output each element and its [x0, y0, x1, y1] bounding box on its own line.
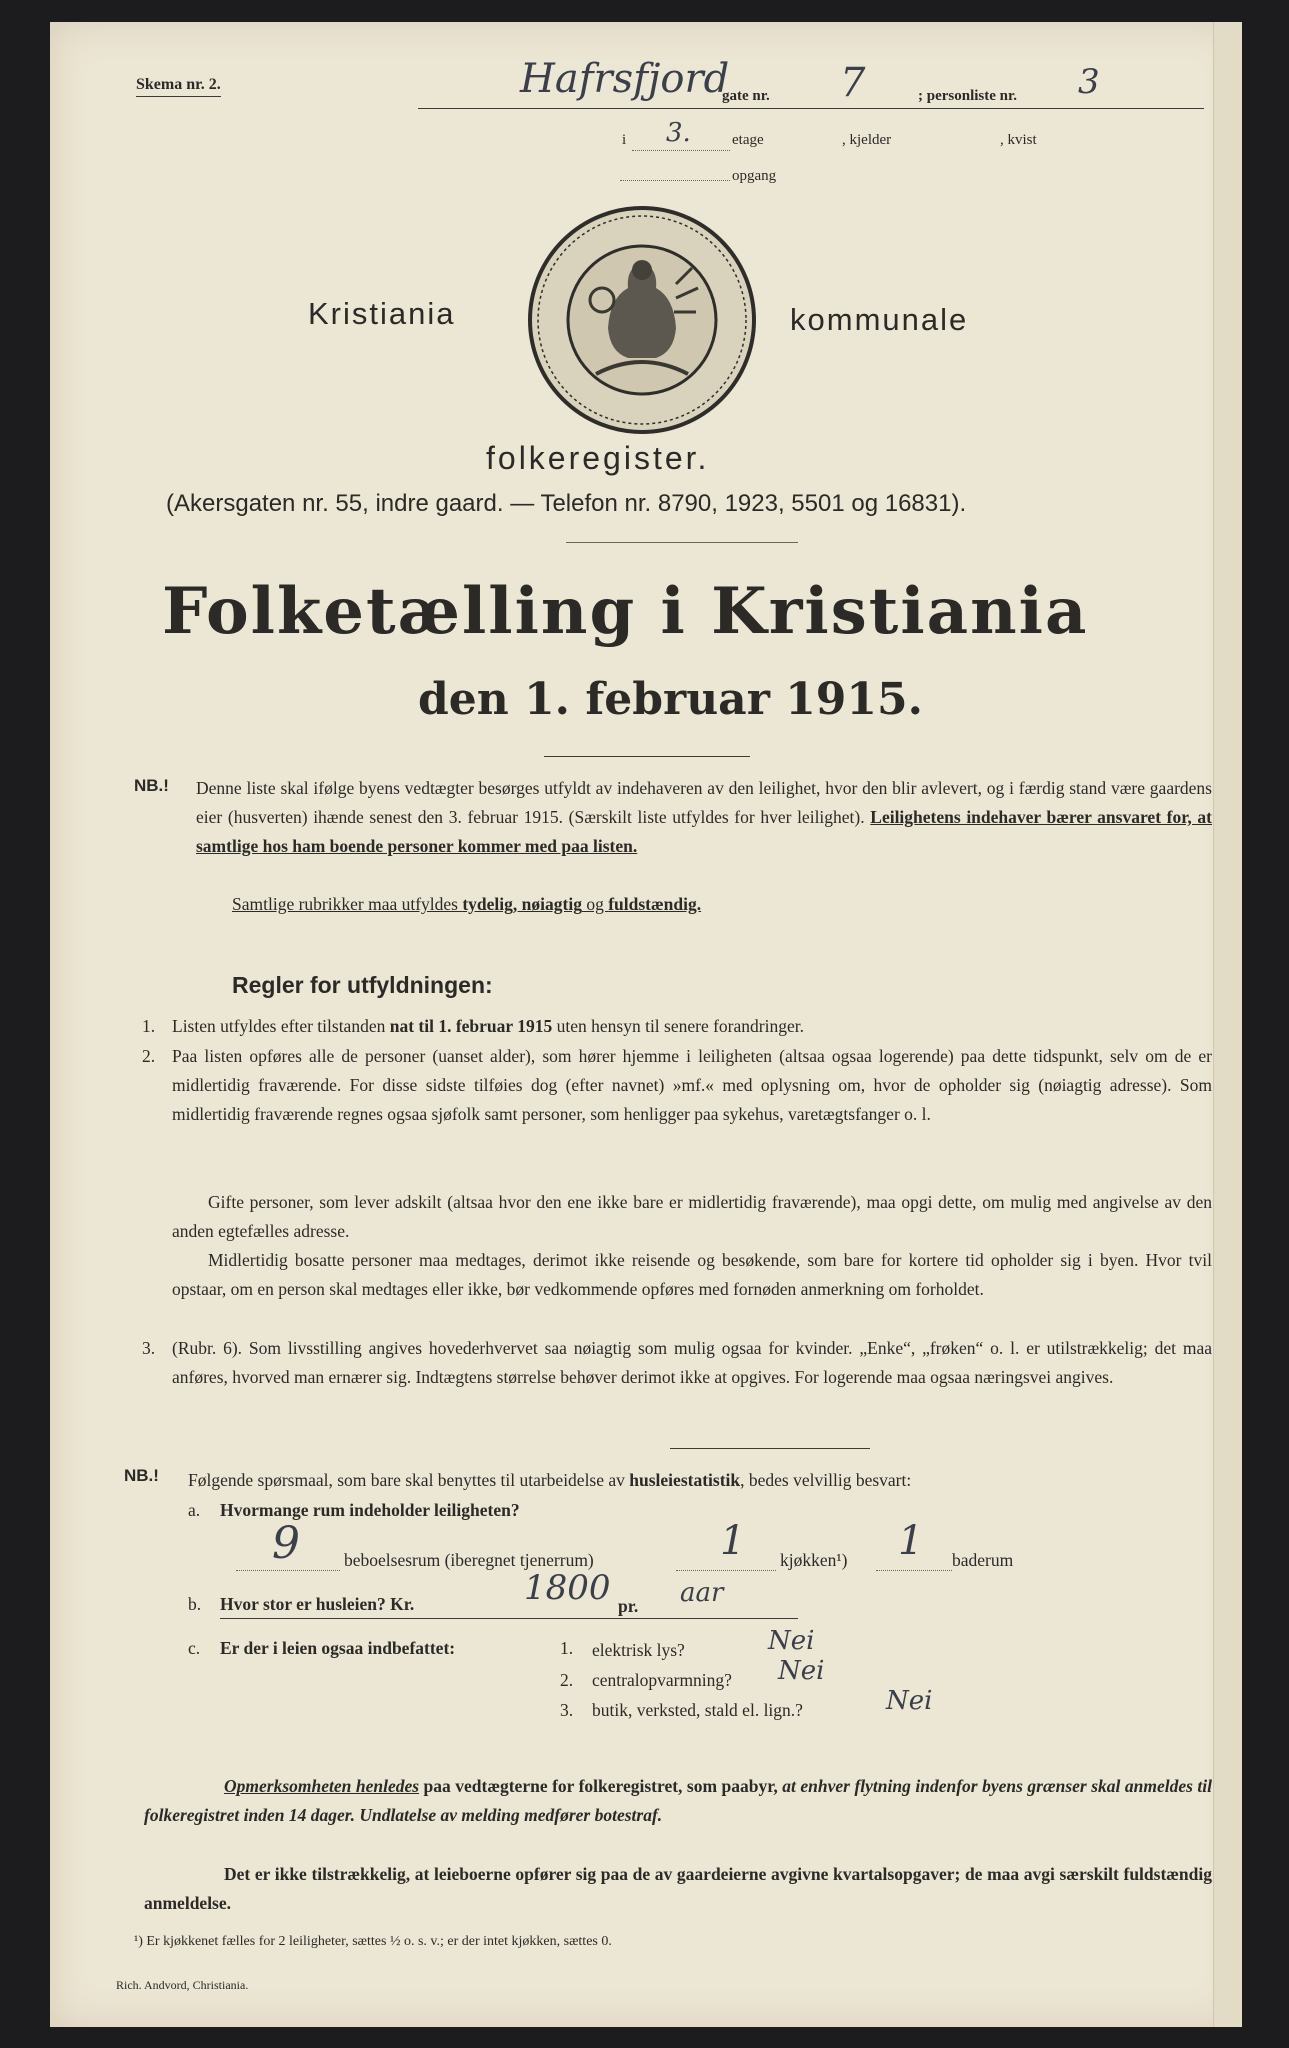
census-date: den 1. februar 1915. — [418, 674, 923, 725]
rooms-label: beboelsesrum (iberegnet tjenerrum) — [344, 1550, 594, 1570]
personliste-label: ; personliste nr. — [918, 88, 1018, 104]
rule-2-midlertidig: Midlertidig bosatte personer maa medtages, derimot ikke reisende og besøkende, som bare for kortere tid opholder sig i byen. Hvor tvil opstaar, om en person skal medtages eller ikke, bør vedkommende opføres med fornøden anmerkning om forholdet. — [172, 1250, 1212, 1299]
nb1-line2-end: fuldstændig. — [608, 894, 702, 914]
opgang-dotline — [620, 180, 730, 181]
kjelder-label: , kjelder — [842, 132, 892, 148]
tenants-paragraph: Det er ikke tilstrækkelig, at leieboerne opfører sig paa de av gaardeierne avgivne kvartalsopgaver; de maa avgi særskilt fuldstændig anmeldelse. — [144, 1864, 1212, 1913]
item-3-number: 3. — [560, 1700, 574, 1720]
folkeregister-heading: folkeregister. — [486, 440, 710, 476]
nb-label-1: NB.! — [134, 776, 169, 795]
etage-label: etage — [732, 132, 764, 148]
rooms-dotline — [236, 1570, 340, 1571]
nb1-line2-og: og — [581, 894, 609, 914]
kitchen-label: kjøkken¹) — [780, 1550, 848, 1570]
floor-dotline — [632, 150, 730, 151]
rule-3-text: (Rubr. 6). Som livsstilling angives hovederhvervet saa nøiagtig som mulig ogsaa for kvinder. „Enke“, „frøken“ o. l. er utilstrækkelig; det maa anføres, hvorved man ernærer sig. Indtægtens størrelse behøver derimot ikke at opgives. For logerende maa ogsaa næringsvei angives. — [172, 1338, 1212, 1387]
question-a-label: a. — [188, 1500, 201, 1520]
street-name-handwritten: Hafrsfjord — [520, 56, 730, 102]
title-divider — [566, 542, 798, 543]
item-2-number: 2. — [560, 1670, 574, 1690]
paper-edge — [1213, 22, 1242, 2027]
question-a-text: Hvormange rum indeholder leiligheten? — [220, 1500, 520, 1520]
rules-heading: Regler for utfyldningen: — [232, 972, 493, 998]
printer-imprint: Rich. Andvord, Christiania. — [116, 1978, 249, 1992]
nb1-emphasis: Leilighetens indehaver bærer ansvaret for, at samtlige hos ham boende personer kommer med paa listen. — [196, 807, 1212, 856]
kvist-label: , kvist — [1000, 132, 1037, 148]
rent-line — [220, 1618, 798, 1619]
nb1-text: Denne liste skal ifølge byens vedtægter besørges utfyldt av indehaveren av den leilighet, hvor den blir avlevert, og i færdig stand være gaardens eier (husverten) ihænde senest den 3. februar 1915. (Særskilt liste utfyldes for hver leilighet). — [196, 778, 1212, 827]
rule-3-number: 3. — [142, 1338, 156, 1358]
rent-value-handwritten: 1800 — [524, 1568, 611, 1608]
nb1-completeness — [232, 890, 701, 919]
question-c-label: c. — [188, 1638, 201, 1658]
rent-period-handwritten: aar — [680, 1578, 724, 1608]
rules-divider — [670, 1448, 870, 1449]
office-address: (Akersgaten nr. 55, indre gaard. — Telefon nr. 8790, 1923, 5501 og 16831). — [166, 490, 967, 517]
question-c-text: Er der i leien ogsaa indbefattet: — [220, 1638, 456, 1658]
question-b-label: b. — [188, 1594, 202, 1614]
item-2-answer-handwritten: Nei — [778, 1656, 825, 1686]
nb-label-2: NB.! — [124, 1466, 159, 1485]
schema-number: Skema nr. 2. — [136, 76, 221, 97]
rule-2-number: 2. — [142, 1046, 156, 1066]
nb1-line2-start: Samtlige rubrikker maa utfyldes — [232, 894, 463, 914]
nb2-intro-a: Følgende spørsmaal, som bare skal benyttes til utarbeidelse av — [188, 1470, 630, 1490]
rule-1-b: nat til 1. februar 1915 — [389, 1016, 553, 1036]
nb2-intro-b: husleiestatistik — [629, 1470, 741, 1490]
city-seal-icon — [526, 204, 758, 436]
kitchen-value-handwritten: 1 — [720, 1518, 746, 1564]
rule-1-a: Listen utfyldes efter tilstanden — [172, 1016, 390, 1036]
nb2-intro-c: , bedes velvillig besvart: — [740, 1470, 912, 1490]
item-1-number: 1. — [560, 1638, 574, 1658]
notice-mid: paa vedtægterne for folkeregistret, som paabyr, — [419, 1776, 783, 1796]
floor-value-handwritten: 3. — [666, 118, 691, 148]
question-b-text: Hvor stor er husleien? Kr. — [220, 1594, 415, 1614]
item-1-answer-handwritten: Nei — [768, 1626, 815, 1656]
census-title: Folketælling i Kristiania — [162, 574, 1089, 649]
item-3-label: butik, verksted, stald el. lign.? — [592, 1700, 803, 1720]
rooms-value-handwritten: 9 — [272, 1518, 300, 1569]
notice-paragraph — [144, 1772, 1212, 1830]
kitchen-dotline — [676, 1570, 776, 1571]
notice-lead: Opmerksomheten henledes — [224, 1776, 420, 1796]
opgang-label: opgang — [732, 168, 777, 184]
bath-value-handwritten: 1 — [898, 1518, 924, 1564]
floor-prefix: i — [622, 132, 627, 148]
rule-1-text — [172, 1012, 1212, 1041]
personliste-number-handwritten: 3 — [1078, 62, 1100, 102]
nb1-paragraph — [196, 774, 1212, 861]
item-1-label: elektrisk lys? — [592, 1640, 685, 1660]
rent-per-label: pr. — [618, 1596, 639, 1616]
item-3-answer-handwritten: Nei — [886, 1686, 933, 1716]
footnote: ¹) Er kjøkkenet fælles for 2 leiligheter, sættes ½ o. s. v.; er der intet kjøkken, sættes 0. — [134, 1934, 612, 1949]
rule-2-text: Paa listen opføres alle de personer (uanset alder), som hører hjemme i leiligheten (altsaa ogsaa logerende) paa dette tidspunkt, selv om de er midlertidig fraværende. For disse sidste tilføies dog (efter navnet) »mf.« med oplysning om, hvor de opholder sig (nøiagtig adresse). Som midlertidig fraværende regnes ogsaa sjøfolk samt personer, som henligger paa sykehus, varetægtsfanger o. l. — [172, 1046, 1212, 1124]
bath-label: baderum — [952, 1550, 1014, 1570]
rule-1-number: 1. — [142, 1016, 156, 1036]
date-divider — [544, 756, 750, 757]
rule-2-gifte: Gifte personer, som lever adskilt (altsaa hvor den ene ikke bare er midlertidig fraværende), maa opgi dette, om mulig med angivelse av den anden egtefælles adresse. — [172, 1192, 1212, 1241]
address-line — [418, 108, 1204, 109]
form-sheet — [50, 22, 1242, 2027]
kristiania-word: Kristiania — [308, 296, 456, 331]
notice-rest: at enhver flytning indenfor byens grænser skal anmeldes til folkeregistret inden 14 dager. Undlatelse av melding medfører botestraf. — [144, 1776, 1212, 1825]
kommunale-word: kommunale — [790, 302, 969, 337]
gate-number-handwritten: 7 — [840, 60, 866, 106]
rule-1-c: uten hensyn til senere forandringer. — [552, 1016, 804, 1036]
item-2-label: centralopvarmning? — [592, 1670, 732, 1690]
nb2-intro — [188, 1466, 911, 1495]
gate-label: gate nr. — [722, 88, 770, 104]
nb1-line2-bold: tydelig, nøiagtig — [462, 894, 582, 914]
bath-dotline — [876, 1570, 952, 1571]
